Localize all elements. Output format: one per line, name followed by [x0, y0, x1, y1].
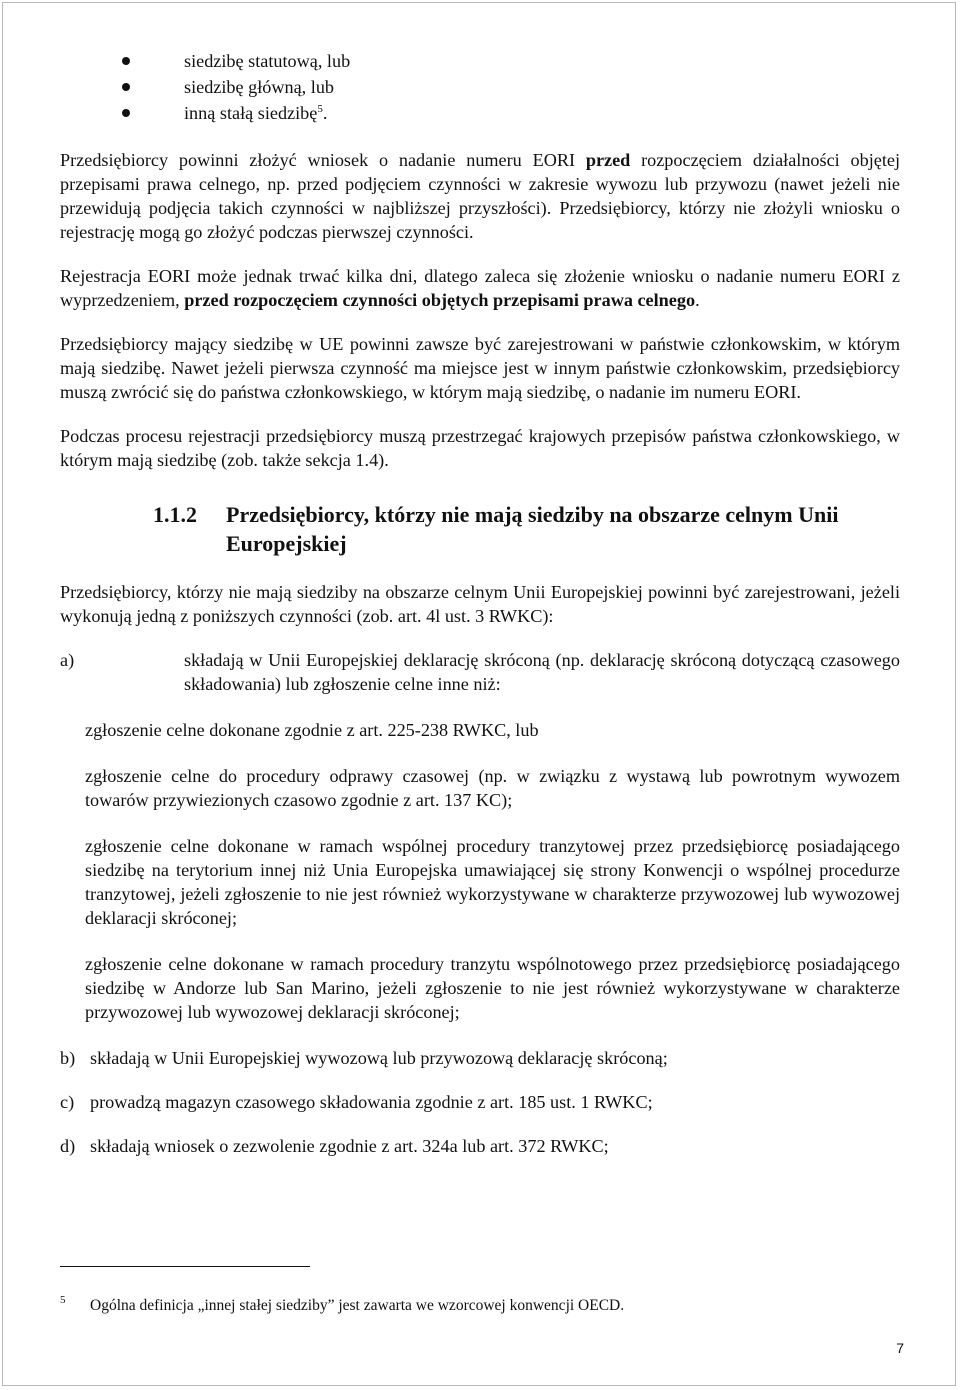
list-item-a — [60, 648, 900, 696]
text-span: . — [695, 290, 700, 310]
item-label: b) — [60, 1048, 76, 1068]
footnote-text: Ogólna definicja „innej stałej siedziby” jest zawarta we wzorcowej konwencji OECD. — [90, 1297, 625, 1314]
section-title: Przedsiębiorcy, którzy nie mają siedziby na obszarze celnym Unii Europejskiej — [226, 502, 839, 556]
item-text: składają wniosek o zezwolenie zgodnie z art. 324a lub art. 372 RWKC; — [90, 1136, 609, 1156]
sub-item: zgłoszenie celne dokonane w ramach procedury tranzytu wspólnotowego przez przedsiębiorcę posiadającego siedzibę w Andorze lub San Marino, jeżeli zgłoszenie to nie jest również wykorzystywane w charakterze przywozowej lub wywozowej deklaracji skróconej; — [85, 954, 900, 1022]
paragraph-non-eu: Przedsiębiorcy, którzy nie mają siedziby na obszarze celnym Unii Europejskiej powinni być zarejestrowani, jeżeli wykonują jedną z poniższych czynności (zob. art. 4l ust. 3 RWKC): — [60, 582, 900, 626]
paragraph-registration-process: Podczas procesu rejestracji przedsiębiorcy muszą przestrzegać krajowych przepisów państwa członkowskiego, w którym mają siedzibę (zob. także sekcja 1.4). — [60, 426, 900, 470]
item-label: a) — [60, 650, 75, 670]
text-span: Rejestracja EORI może jednak trwać kilka dni, dlatego zaleca się złożenie wniosku o nadanie numeru EORI z wyprzedzeniem, — [60, 266, 900, 310]
footnote-reference: 5 — [317, 102, 323, 115]
list-item-c — [60, 1090, 900, 1114]
sub-item: zgłoszenie celne do procedury odprawy czasowej (np. w związku z wystawą lub powrotnym wywozem towarów przywiezionych czasowo zgodnie z art. 137 KC); — [85, 766, 900, 810]
text-span: rozpoczęciem działalności objętej przepisami prawa celnego, np. przed podjęciem czynności w zakresie wywozu lub przywozu (nawet jeżeli nie przewidują podjęcia takich czynności w najbliższej przyszłości). Przedsiębiorcy, którzy nie złożyli wniosku o rejestrację mogą go złożyć podczas pierwszej czynności. — [60, 150, 901, 242]
list-item-b — [60, 1046, 900, 1070]
list-item: inną stałą siedzibę$^5$. — [60, 100, 900, 126]
bullet-icon — [122, 109, 130, 117]
bullet-text: inną stałą siedzibę — [184, 103, 318, 123]
text-span: Przedsiębiorcy powinni złożyć wniosek o nadanie numeru EORI — [60, 150, 586, 170]
sub-item: zgłoszenie celne dokonane zgodnie z art. 225-238 RWKC, lub — [85, 720, 539, 740]
footnote-mark: 5 — [60, 1294, 66, 1306]
list-item — [60, 74, 900, 100]
item-text: prowadzą magazyn czasowego składowania zgodnie z art. 185 ust. 1 RWKC; — [90, 1092, 653, 1112]
bullet-icon — [122, 57, 130, 65]
bullet-list — [60, 48, 900, 126]
item-text: składają w Unii Europejskiej wywozową lub przywozową deklarację skróconą; — [90, 1048, 668, 1068]
document-body — [60, 48, 900, 1158]
sub-item: zgłoszenie celne dokonane w ramach wspólnej procedury tranzytowej przez przedsiębiorcę posiadającego siedzibę na terytorium innej niż Unia Europejska umawiającej się strony Konwencji o wspólnej procedurze tranzytowej, jeżeli zgłoszenie to nie jest również wykorzystywane w charakterze przywozowej lub wywozowej deklaracji skróconej; — [85, 836, 900, 928]
section-number: 1.1.2 — [153, 502, 197, 527]
list-item — [60, 48, 900, 74]
bullet-text: siedzibę główną, lub — [184, 77, 335, 97]
bullet-text: siedzibę statutową, lub — [184, 51, 351, 71]
footnote-separator — [60, 1266, 310, 1267]
paragraph-eu-establishment: Przedsiębiorcy mający siedzibę w UE powinni zawsze być zarejestrowani w państwie członkowskim, w którym mają siedzibę. Nawet jeżeli pierwsza czynność ma miejsce jest w innym państwie członkowskim, przedsiębiorcy muszą zwrócić się do państwa członkowskiego, w którym mają siedzibę, o nadanie im numeru EORI. — [60, 334, 900, 402]
paragraph-registration-advance — [60, 264, 900, 312]
bold-text: przed — [585, 150, 631, 170]
paragraph-eori-timing — [60, 148, 900, 244]
bullet-icon — [122, 83, 130, 91]
list-item-d — [60, 1134, 900, 1158]
item-label: d) — [60, 1136, 76, 1156]
item-label: c) — [60, 1092, 75, 1112]
bold-text: przed rozpoczęciem czynności objętych przepisami prawa celnego — [184, 290, 696, 310]
page-number: 7 — [896, 1340, 904, 1356]
item-text: składają w Unii Europejskiej deklarację skróconą (np. deklarację skróconą dotyczącą czasowego składowania) lub zgłoszenie celne inne niż: — [184, 650, 900, 694]
section-heading — [60, 500, 900, 558]
